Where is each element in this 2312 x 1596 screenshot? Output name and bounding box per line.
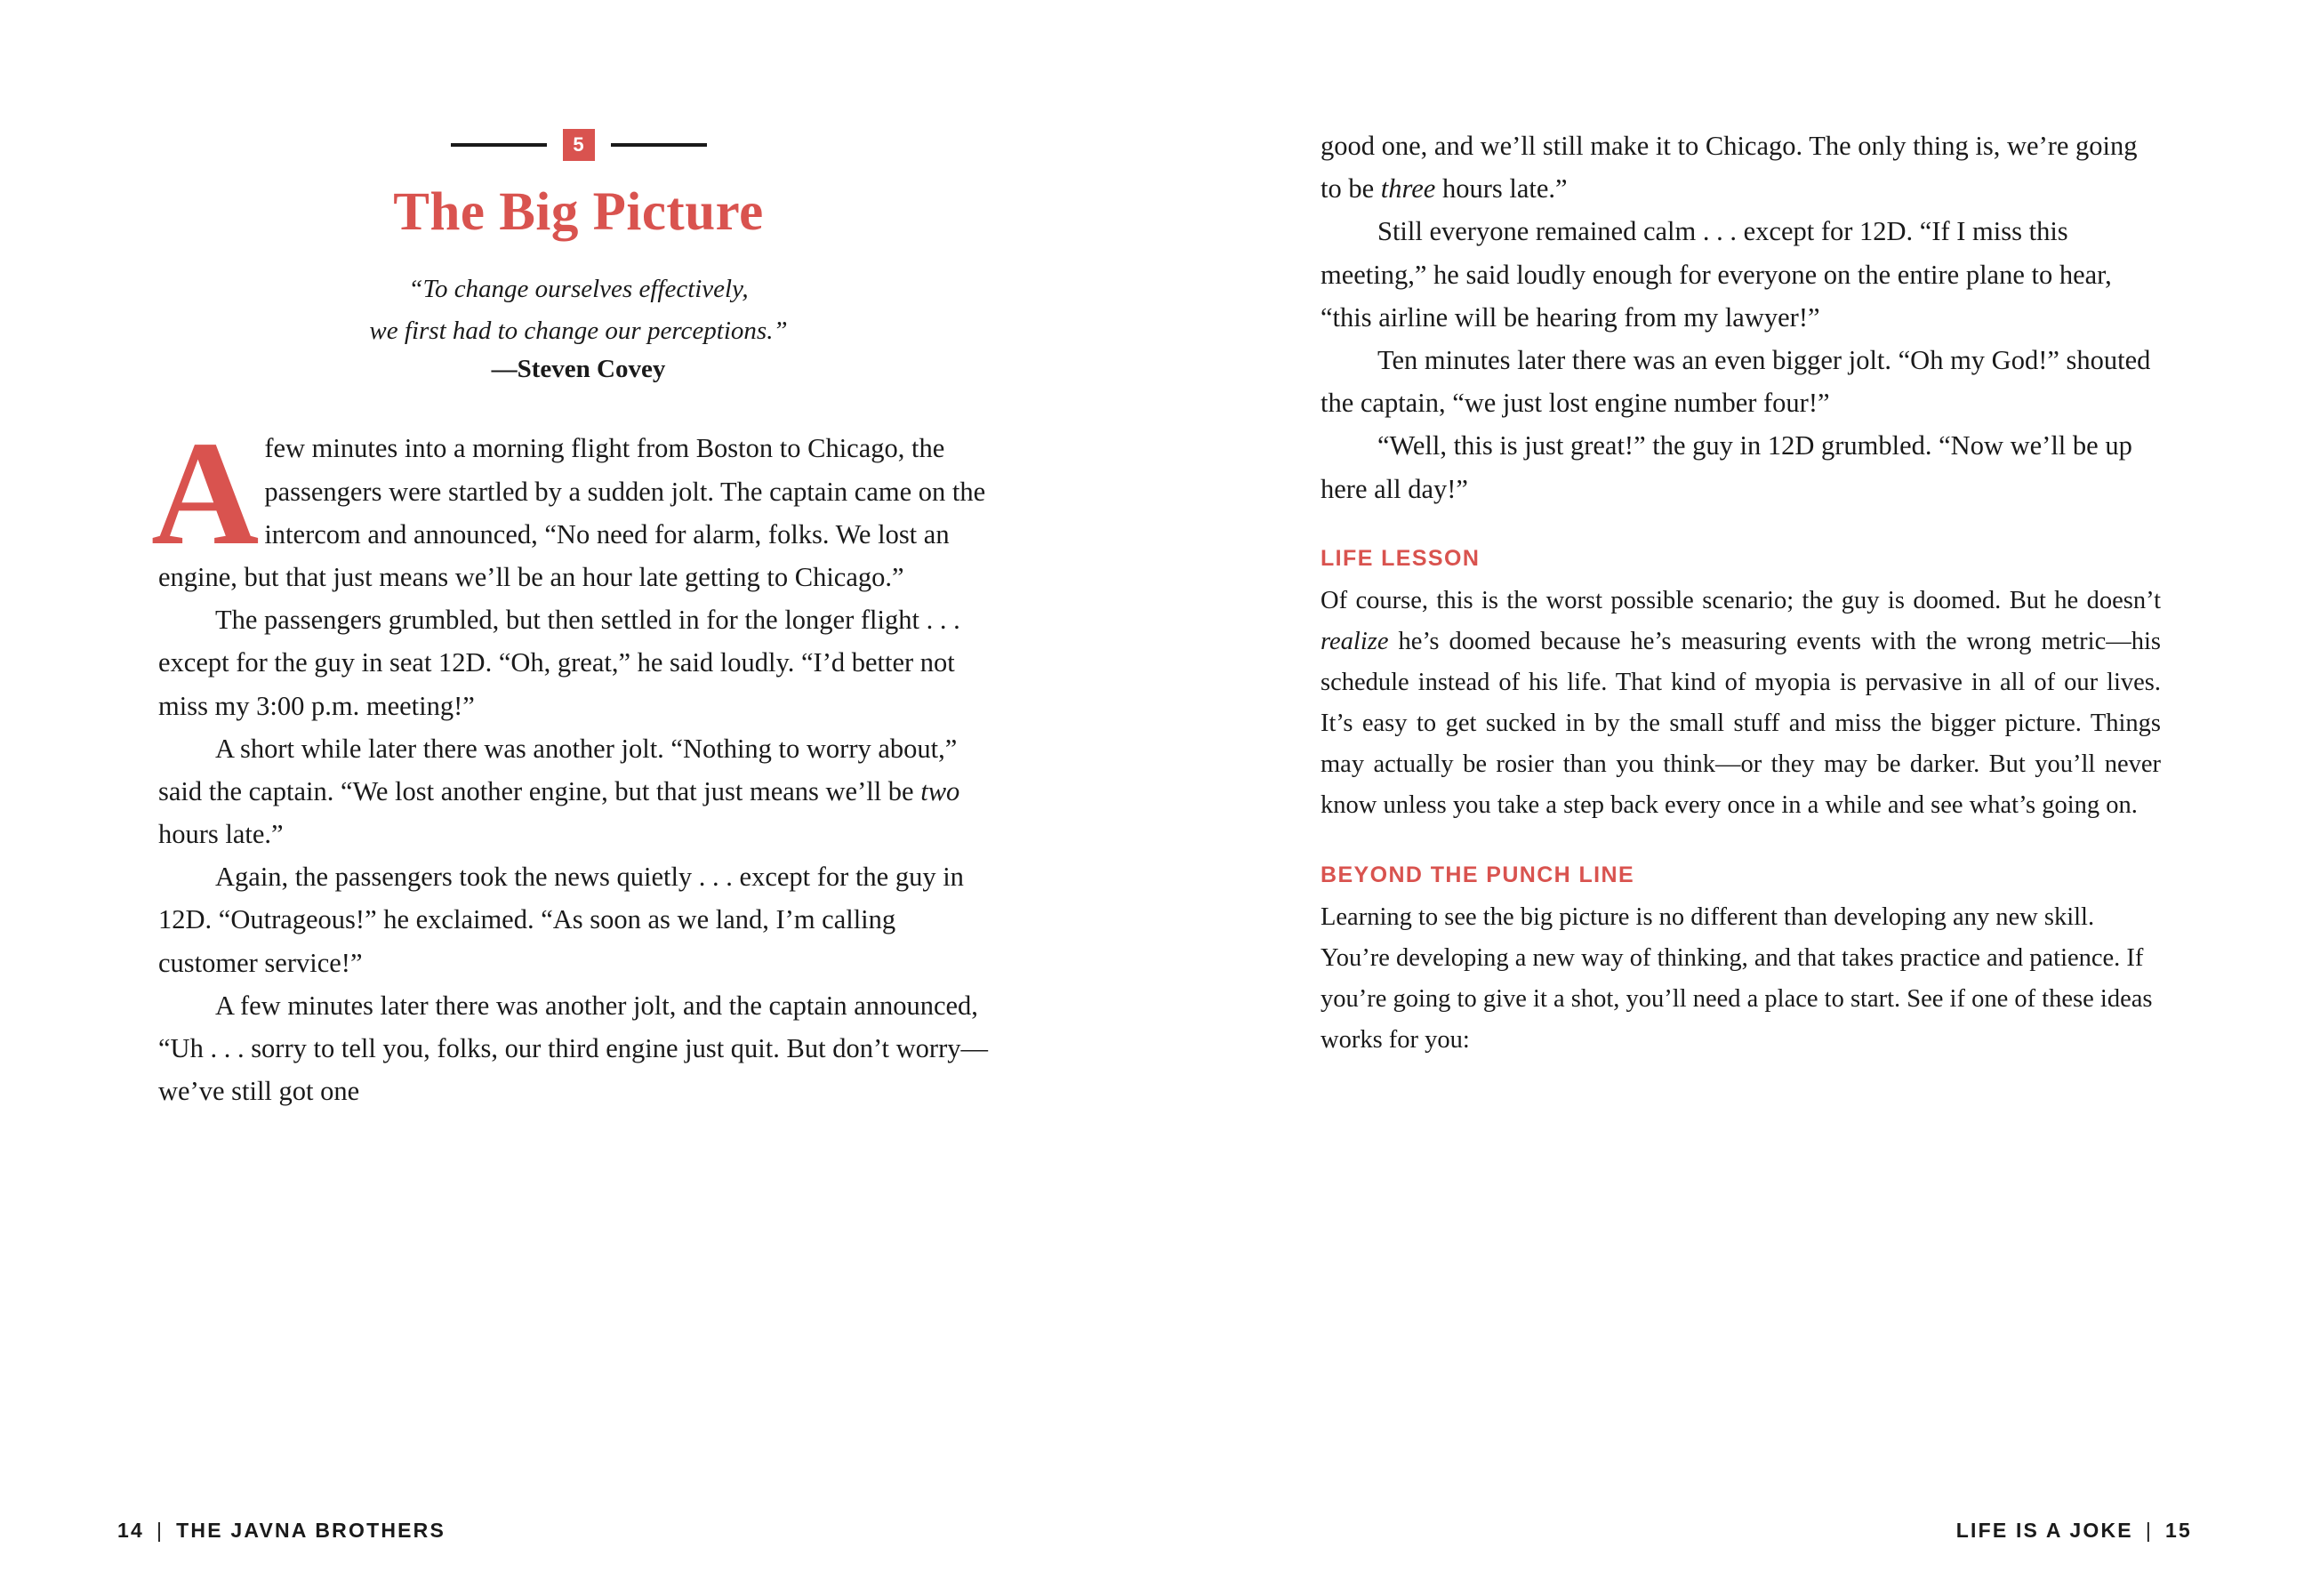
paragraph-5: A few minutes later there was another jolt, and the captain announced, “Uh . . . sorry to tell you, folks, our third engine just quit. But don’t worry—we’ve still got one [158,990,988,1107]
chapter-ornament [158,129,999,161]
left-body-text [151,411,999,1112]
left-text-column [151,129,999,1112]
right-page-number: 15 [2165,1519,2192,1542]
beyond-the-punch-line-heading: BEYOND THE PUNCH LINE [1321,862,1635,887]
right-page [1156,0,2312,1596]
paragraph-continued [1321,124,2161,210]
epigraph-line-1: “To change ourselves effectively, [408,275,749,304]
chapter-title: The Big Picture [393,182,764,242]
life-lesson-part-b: he’s doomed because he’s measuring events with the wrong metric—his schedule instead of his life. That kind of myopia is pervasive in all of our lives. It’s easy to get sucked in by the small stuff and miss the bigger picture. Things may actually be rosier than you think—or they may be darker. But you’ll never know unless you take a step back every once in a while and see what’s going on. [1321,627,2161,820]
paragraph-3-emphasis: two [920,775,960,806]
left-page-number: 14 [117,1519,144,1542]
paragraph-2: The passengers grumbled, but then settled in for the longer flight . . . except for the guy in seat 12D. “Oh, great,” he said loudly. “I’d better not miss my 3:00 p.m. meeting!” [158,605,960,721]
right-body-text [1321,124,2161,1061]
right-folio-separator: | [2145,1519,2154,1542]
life-lesson-part-a: Of course, this is the worst possible scenario; the guy is doomed. But he doesn’t [1321,586,2161,614]
life-lesson-heading: LIFE LESSON [1321,545,1481,571]
ornament-rule-right [611,143,707,147]
paragraph-continued-part-b: hours late.” [1435,173,1568,205]
paragraph-6: Still everyone remained calm . . . except for 12D. “If I miss this meeting,” he said loudly enough for everyone on the entire plane to hear, “this airline will be hearing from my lawyer!” [1321,216,2112,333]
paragraph-opening-text: few minutes into a morning flight from Boston to Chicago, the passengers were startled by a sudden jolt. The captain came on the intercom and announced, “No need for alarm, folks. We lost an engine, but that just means we’ll be an hour late getting to Chicago.” [158,433,986,592]
paragraph-opening [151,411,999,598]
beyond-the-punch-line-body: Learning to see the big picture is no different than developing any new skill. You’re developing a new way of thinking, and that takes practice and patience. If you’re going to give it a shot, you’ll need a place to start. See if one of these ideas works for you: [1321,902,2153,1055]
drop-cap: A [151,411,260,577]
epigraph-attribution: —Steven Covey [491,355,666,384]
life-lesson-emphasis: realize [1321,627,1389,655]
paragraph-8: “Well, this is just great!” the guy in 12D grumbled. “Now we’ll be up here all day!” [1321,430,2132,504]
chapter-number-badge: 5 [563,129,595,161]
right-running-head: LIFE IS A JOKE [1955,1519,2133,1542]
paragraph-3-part-b: hours late.” [158,819,284,850]
right-text-column [1321,124,2161,1061]
paragraph-3 [158,727,999,856]
ornament-rule-left [451,143,547,147]
paragraph-continued-emphasis: three [1380,173,1436,205]
paragraph-3-part-a: A short while later there was another jolt. “Nothing to worry about,” said the captain. “We lost another engine, but that just means we’ll be [158,733,958,806]
paragraph-7: Ten minutes later there was an even bigger jolt. “Oh my God!” shouted the captain, “we just lost engine number four!” [1321,344,2151,419]
right-page-footer [1956,1519,2192,1543]
paragraph-4: Again, the passengers took the news quietly . . . except for the guy in 12D. “Outrageous!” he exclaimed. “As soon as we land, I’m calling customer service!” [158,862,964,978]
life-lesson-body [1321,581,2161,827]
epigraph-line-2: we first had to change our perceptions.” [369,317,788,346]
paragraph-continued-part-a: good one, and we’ll still make it to Chicago. The only thing is, we’re going to be [1321,131,2138,205]
left-running-head: THE JAVNA BROTHERS [176,1519,446,1542]
left-page-footer [117,1519,446,1543]
left-folio-separator: | [156,1519,165,1542]
